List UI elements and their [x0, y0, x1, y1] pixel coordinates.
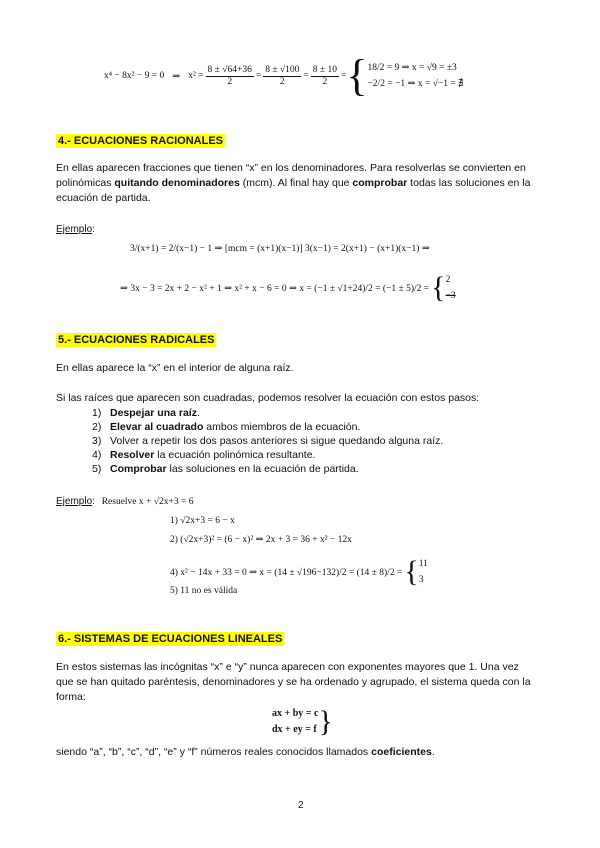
bold-run: coeficientes: [371, 746, 432, 758]
step-bold: Elevar al cuadrado: [110, 421, 204, 433]
example-line2-text: ⇒ 3x − 3 = 2x + 2 − x² + 1 ⇒ x² + x − 6 = 0 ⇒ x = (−1 ± √1+24)/2 = (−1 ± 5)/2 =: [120, 283, 430, 294]
example-label: Ejemplo: [56, 496, 93, 507]
example-label-rational: Ejemplo:: [56, 224, 95, 235]
linear-system: [272, 706, 333, 738]
step-item: [92, 420, 443, 434]
step-item: [92, 434, 443, 448]
example-label: Ejemplo: [56, 224, 93, 235]
paragraph-line: ecuación de partida.: [56, 192, 151, 204]
step-text: la ecuación polinómica resultante.: [154, 449, 316, 461]
step-text: ambos miembros de la ecuación.: [203, 421, 361, 433]
paragraph-line: [56, 176, 530, 191]
radical-steps-list: [92, 406, 443, 476]
top-eq-step1: x² =: [188, 71, 204, 81]
cases-brace: {: [404, 555, 419, 588]
top-equation: x⁴ − 8x² − 9 = 0 ⇒ x² = $\frac{8 \pm √64+36}{2}$ = $\frac{8 \pm √100}{2}$ = $\frac{8 \pm 10}{2}$ = { 18/2 = 9 ⇒ x = √9 = ±3 −2/2 = −1 ⇒ x = √−1 = ∄: [104, 51, 464, 100]
case-line: 18/2 = 9 ⇒ x = √9 = ±3: [367, 63, 457, 73]
system-equations: [272, 706, 318, 738]
step-item: [92, 448, 443, 462]
step-text: .: [196, 407, 200, 419]
bold-run: comprobar: [352, 177, 408, 189]
text-run: (mcm). Al final hay que: [239, 177, 353, 189]
radical-step-1: 1) √2x+3 = 6 − x: [170, 516, 235, 526]
frac-num: 8 ± √100: [265, 64, 300, 75]
cases-brace: {: [431, 271, 446, 304]
rational-example-line1: 3/(x+1) = 2/(x−1) − 1 ⇒ [mcm = (x+1)(x−1)] 3(x−1) = 2(x+1) − (x+1)(x−1) ⇒: [130, 244, 430, 254]
example-statement: Resuelve x + √2x+3 = 6: [101, 497, 194, 507]
paragraph-line: forma:: [56, 691, 86, 703]
section4-paragraph: [56, 161, 530, 206]
system-equation: dx + ey = f: [272, 724, 317, 735]
text-run: .: [431, 746, 435, 758]
frac-den: 2: [279, 76, 285, 87]
step4-text: 4) x² − 14x + 33 = 0 ⇒ x = (14 ± √196−132)/2 = (14 ± 8)/2 =: [170, 567, 403, 578]
frac-den: 2: [227, 76, 233, 87]
radical-step-5: 5) 11 no es válida: [170, 586, 238, 596]
step-item: [92, 406, 443, 420]
text-run: siendo “a”, “b”, “c”, “d”, “e” y “f” números reales conocidos llamados: [56, 746, 372, 758]
implies-symbol: ⇒: [172, 71, 181, 82]
solution-rejected: −3: [445, 291, 456, 301]
frac-num: 8 ± 10: [312, 64, 337, 75]
solution: 3: [418, 575, 424, 585]
step-text: las soluciones en la ecuación de partida.: [166, 463, 359, 475]
frac-num: 8 ± √64+36: [207, 64, 252, 75]
step-bold: Comprobar: [110, 463, 167, 475]
top-eq-cases: [367, 60, 463, 92]
cases-brace: {: [346, 51, 368, 100]
step-number: 1): [92, 407, 102, 419]
top-eq-frac2: [263, 65, 301, 88]
step-item: [92, 462, 443, 476]
top-eq-frac1: [206, 65, 254, 88]
step-bold: Despejar una raíz: [110, 407, 197, 419]
step-number: 3): [92, 435, 102, 447]
system-brace: }: [318, 705, 333, 738]
solution: 2: [445, 275, 451, 285]
top-eq-lhs: x⁴ − 8x² − 9 = 0: [104, 71, 165, 81]
solution: 11: [418, 559, 428, 569]
frac-den: 2: [322, 76, 328, 87]
radical-step-2: 2) (√2x+3)² = (6 − x)² ⇒ 2x + 3 = 36 + x² − 12x: [170, 535, 352, 545]
section5-steps-intro: Si las raíces que aparecen son cuadradas, podemos resolver la ecuación con estos pasos:: [56, 392, 480, 404]
section5-intro: En ellas aparece la “x” en el interior de alguna raíz.: [56, 362, 294, 374]
rational-solutions: [446, 272, 456, 304]
paragraph-line: que se han quitado paréntesis, denominadores y se ha ordenado y agrupado, el sistema queda con la: [56, 676, 531, 688]
step-number: 2): [92, 421, 102, 433]
section6-paragraph: [56, 660, 531, 705]
step-text: Volver a repetir los dos pasos anteriores si sigue quedando alguna raíz.: [110, 435, 444, 447]
text-run: polinómicas: [56, 177, 115, 189]
step-number: 5): [92, 463, 102, 475]
step-bold: Resolver: [110, 449, 155, 461]
section-heading-radical: 5.- ECUACIONES RADICALES: [58, 334, 215, 346]
radical-step-4: [170, 556, 428, 588]
top-eq-frac3: [311, 65, 339, 88]
paragraph-line: En ellas aparecen fracciones que tienen “x” en los denominadores. Para resolverlas se convierten en: [56, 162, 526, 174]
section6-coefficients: [56, 745, 435, 760]
rational-example-line2: [120, 272, 456, 304]
system-equation: ax + by = c: [272, 708, 319, 719]
radical-example-header: Ejemplo: Resuelve x + √2x+3 = 6: [56, 496, 194, 507]
bold-run: quitando denominadores: [114, 177, 240, 189]
section-heading-linear-systems: 6.- SISTEMAS DE ECUACIONES LINEALES: [58, 633, 283, 645]
paragraph-line: En estos sistemas las incógnitas “x” e “y” nunca aparecen con exponentes mayores que 1. Una vez: [56, 661, 519, 673]
section-heading-rational: 4.- ECUACIONES RACIONALES: [58, 135, 224, 147]
text-run: todas las soluciones en la: [407, 177, 531, 189]
radical-solutions: [419, 556, 428, 588]
page-number: 2: [298, 800, 304, 811]
step-number: 4): [92, 449, 102, 461]
case-line: −2/2 = −1 ⇒ x = √−1 = ∄: [367, 79, 464, 89]
